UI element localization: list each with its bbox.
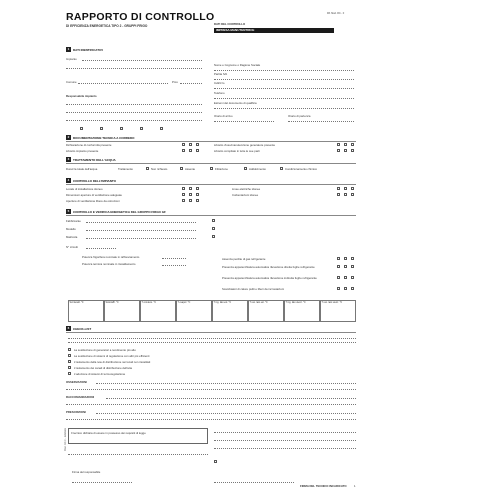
s3-hardness: Durezza totale dell'acqua [66,167,98,171]
section-2-title: DOCUMENTAZIONE TECNICA A CORREDO [73,135,135,140]
s3-chemical: Condizionamento chimico [285,167,318,171]
technician-signature-label: FIRMA DEL TECNICO INCARICATO [300,484,347,488]
prescriptions-label: PRESCRIZIONI [66,410,86,414]
section-4-header [66,178,116,183]
report-title: RAPPORTO DI CONTROLLO [66,11,215,23]
section-5-title: CONTROLLO E VERIFICA ENERGETICA DEL GRUPPO FRIGO GF [73,209,166,214]
s4-item-2: Dimensioni aperture di ventilazione adeguate [66,193,122,197]
page-indicator: 1 [354,484,356,488]
s2-item-3: Libretto d'uso/manutenzione generatore presente [214,143,276,147]
form-code: Rif. Mod. RC - F [327,12,345,15]
table-header-4: T evapor. °C [176,300,212,322]
section-1-number: 1 [67,47,70,51]
right-field-arrival: Orario di arrivo [214,114,233,118]
control-data-label: DATI DEL CONTROLLO [214,22,246,26]
recommendations-label: RACCOMANDAZIONI [66,395,95,399]
s4-item-1: Locale di installazione idoneo [66,187,103,191]
s3-filtration: Filtrazione [215,167,228,171]
table-header-8: T usc. lato utenz. °C [320,300,356,322]
responsabile-label: Responsabile impianto [66,94,97,98]
observations-label: OSSERVAZIONI [66,380,87,384]
report-sheet [62,8,362,496]
checklist-item-1: La sostituzione di generatori a rendimento più alto [74,348,136,352]
right-field-phone: Telefono [214,91,225,95]
s5-check-1: Assenza perdite di gas refrigerante [222,257,266,261]
table-header-6: T usc. lato est. °C [248,300,284,322]
right-field-name: Nome e Cognome o Ragione Sociale [214,63,261,67]
report-subtitle: DI EFFICIENZA ENERGETICA TIPO 2 - GRUPPI FRIGO [66,24,148,28]
table-header-2: Sottoraffr. °C [104,300,140,322]
s5-check-4: Scambiatori di calore puliti e liberi da incrostazioni [222,287,284,291]
checklist-item-2: La sostituzione di sistemi di regolazione con altri più efficienti [74,354,150,358]
section-6-title: CHECK-LIST [73,326,92,331]
declaration-note: Il tecnico dichiara di essere in possesso dei requisiti di legge [71,431,146,435]
right-field-qualification: Estremi del documento di qualifica [214,101,257,105]
section-6-number: 6 [67,326,70,330]
s3-not-required: Non richiesto [151,167,168,171]
side-edition-label: Mod. RC-F - Edizione [64,428,67,451]
field-prov: Prov. [172,80,179,84]
table-header-7: T ing. lato utenz. °C [284,300,320,322]
section-5-number: 5 [67,209,70,213]
s5-cooling-power: Potenza frigorifera nominale in raffrescamento [82,255,140,259]
s3-softening: Addolcimento [249,167,266,171]
s5-serial: Matricola [66,235,78,239]
section-3-number: 3 [67,157,70,161]
right-field-address: Indirizzo [214,81,225,85]
s5-circuits: N° circuiti [66,245,78,249]
section-6-header [66,326,91,331]
right-field-departure: Orario di partenza [288,114,311,118]
field-comune: Comune [66,80,77,84]
field-impianto: Impianto [66,57,77,61]
s5-check-2: Presenza apparecchiatura automatica rilevazione diretta fughe refrigerante [222,265,315,269]
section-4-title: CONTROLLO DELL'IMPIANTO [73,178,116,183]
s5-check-3: Presenza apparecchiatura automatica rilevazione indiretta fughe refrigerante [222,276,317,280]
maintenance-company-bar: IMPRESA MANUTENTRICE [214,28,334,33]
table-header-3: T condens. °C [140,300,176,322]
s3-absent: Assente [185,167,196,171]
s4-item-4: Linee elettriche idonee [232,187,261,191]
s3-treatment: Trattamento [118,167,133,171]
section-3-header [66,157,116,162]
section-2-header [66,135,134,140]
s5-heating-power: Potenza termica nominale in riscaldamento [82,262,136,266]
table-header-1: Surriscald. °C [68,300,104,322]
s4-item-3: Aperture di ventilazione libere da ostruzioni [66,199,120,203]
s5-manufacturer: Fabbricante [66,219,81,223]
table-header-5: T ing. lato est. °C [212,300,248,322]
checklist-item-5: L'adozione di sistemi di termoregolazione [74,372,126,376]
s5-model: Modello [66,227,76,231]
s4-item-5: Coibentazioni idonee [232,193,259,197]
section-1-title: DATI IDENTIFICATIVI [73,47,103,52]
right-field-vat: Partita IVA [214,72,228,76]
checklist-item-3: L'isolamento della rete di distribuzione nei locali non riscaldati [74,360,151,364]
checklist-item-4: L'isolamento dei canali di distribuzione dell'aria [74,366,132,370]
section-2-number: 2 [67,135,70,139]
s2-item-1: Dichiarazione di conformità presente [66,143,112,147]
section-4-number: 4 [67,178,70,182]
declaration-box [68,428,208,444]
s2-item-2: Libretto impianto presente [66,149,99,153]
section-5-header [66,209,166,214]
responsible-signature-label: Firma del responsabile [72,470,101,474]
section-3-title: TRATTAMENTO DELL'ACQUA [73,157,116,162]
section-1-header [66,47,103,52]
s2-item-4: Libretto compilato in tutte le sue parti [214,149,260,153]
